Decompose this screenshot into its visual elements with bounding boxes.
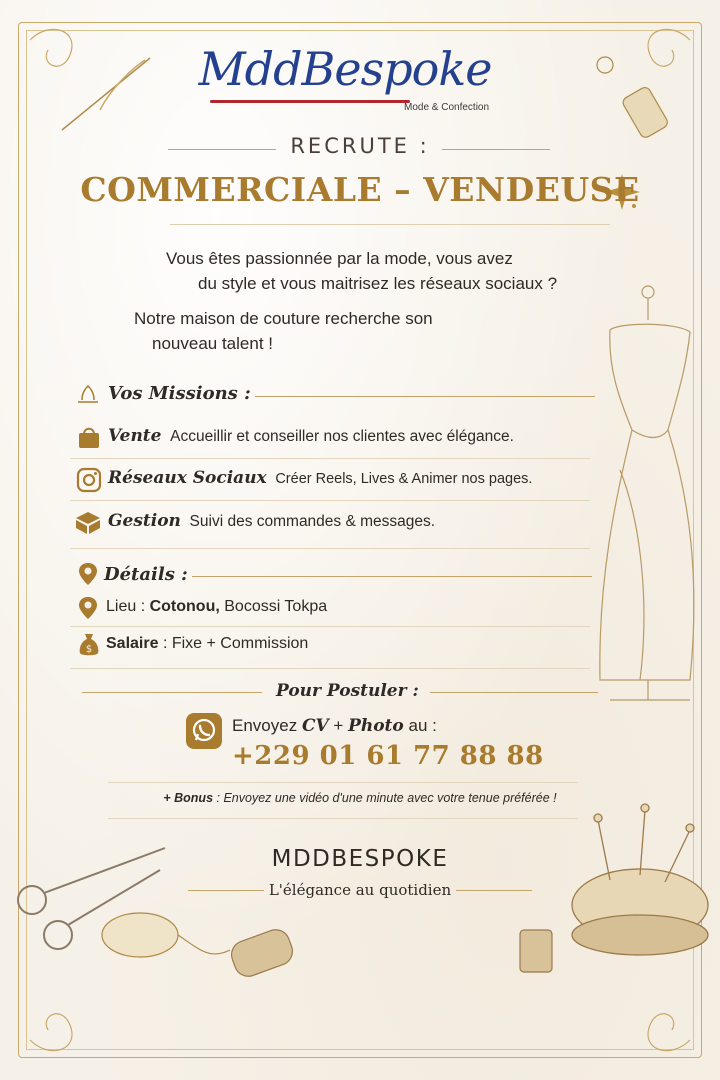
mission-reseaux bbox=[108, 468, 532, 488]
mission-text: Accueillir et conseiller nos clientes avec élégance. bbox=[170, 428, 514, 445]
divider bbox=[192, 576, 592, 577]
tape-measure-sketch bbox=[102, 913, 230, 957]
mission-title: Réseaux Sociaux bbox=[108, 468, 267, 488]
divider bbox=[70, 626, 590, 627]
logo-underline bbox=[210, 100, 410, 103]
divider bbox=[170, 224, 610, 225]
divider bbox=[70, 668, 590, 669]
logo-tagline: Mode & Confection bbox=[404, 102, 490, 113]
lieu-place: Bocossi Tokpa bbox=[224, 598, 328, 615]
money-bag-icon bbox=[78, 632, 100, 658]
divider bbox=[255, 396, 595, 397]
instagram-icon bbox=[76, 467, 102, 493]
detail-lieu bbox=[106, 598, 327, 616]
footer-slogan: L'élégance au quotidien bbox=[268, 881, 452, 899]
intro-line-3: Notre maison de couture recherche son bbox=[134, 309, 433, 328]
svg-text:$: $ bbox=[85, 644, 93, 655]
mission-title: Vente bbox=[108, 426, 162, 446]
send-suffix: au : bbox=[408, 716, 437, 735]
location-pin-icon bbox=[78, 562, 98, 586]
thread-spool-sketch bbox=[228, 926, 552, 980]
divider bbox=[108, 782, 578, 783]
divider bbox=[456, 890, 532, 891]
detail-salaire bbox=[106, 635, 308, 653]
logo-wordmark: MddBespoke bbox=[198, 42, 492, 96]
footer-brand: MDDBESPOKE bbox=[271, 846, 449, 872]
whatsapp-icon bbox=[186, 713, 222, 749]
needle-icon bbox=[62, 58, 150, 130]
divider bbox=[70, 458, 590, 459]
job-title: COMMERCIALE – VENDEUSE bbox=[80, 170, 640, 209]
bonus-note bbox=[0, 791, 720, 805]
mannequin-dress-sketch bbox=[600, 286, 694, 700]
missions-heading: Vos Missions : bbox=[108, 383, 251, 404]
apply-heading: Pour Postuler : bbox=[276, 681, 419, 701]
salaire-text: : Fixe + Commission bbox=[162, 635, 309, 652]
plus-sign: + bbox=[333, 716, 344, 735]
lieu-city: Cotonou, bbox=[149, 598, 220, 615]
cv-label: CV bbox=[301, 716, 329, 736]
mission-title: Gestion bbox=[108, 511, 181, 531]
box-icon bbox=[74, 509, 102, 535]
phone-number[interactable]: +229 01 61 77 88 88 bbox=[232, 741, 544, 771]
intro-line-4: nouveau talent ! bbox=[152, 334, 273, 353]
mission-gestion bbox=[108, 511, 435, 531]
details-heading: Détails : bbox=[104, 564, 188, 585]
send-prefix: Envoyez bbox=[232, 716, 298, 735]
apply-instructions bbox=[232, 716, 437, 736]
mannequin-icon bbox=[74, 382, 102, 406]
divider bbox=[108, 818, 578, 819]
divider bbox=[70, 548, 590, 549]
lieu-label: Lieu : bbox=[106, 598, 146, 615]
location-pin-icon bbox=[78, 596, 98, 620]
photo-label: Photo bbox=[348, 716, 404, 736]
salaire-label: Salaire bbox=[106, 635, 159, 652]
intro-line-1: Vous êtes passionnée par la mode, vous avez bbox=[166, 249, 513, 268]
mission-text: Suivi des commandes & messages. bbox=[189, 513, 436, 530]
divider bbox=[82, 692, 262, 693]
bonus-text: : Envoyez une vidéo d'une minute avec votre tenue préférée ! bbox=[216, 791, 557, 805]
mission-text: Créer Reels, Lives & Animer nos pages. bbox=[275, 471, 533, 487]
mission-vente bbox=[108, 426, 514, 446]
divider bbox=[430, 692, 598, 693]
recrute-label: RECRUTE : bbox=[290, 134, 430, 158]
bonus-label: + Bonus bbox=[163, 791, 214, 805]
pincushion-sketch bbox=[572, 804, 708, 955]
divider bbox=[442, 149, 550, 150]
tracing-wheel-icon bbox=[597, 57, 669, 139]
shopping-bag-icon bbox=[76, 424, 102, 450]
divider bbox=[70, 500, 590, 501]
intro-line-2: du style et vous maitrisez les réseaux sociaux ? bbox=[198, 274, 558, 293]
